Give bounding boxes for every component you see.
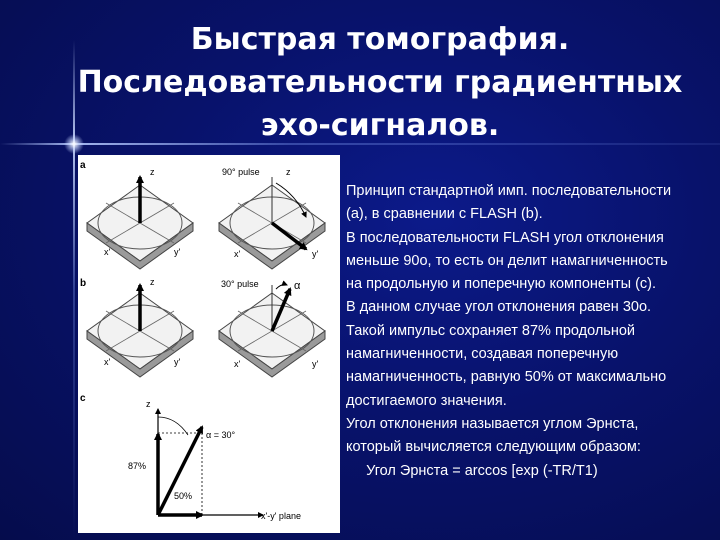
panel-b-y-left: y' <box>174 357 181 367</box>
mri-pulse-figure <box>78 155 340 533</box>
panel-c-letter: c <box>80 393 86 404</box>
panel-b-x-left: x' <box>104 357 111 367</box>
panel-a-x-left: x' <box>104 247 111 257</box>
slide-body <box>346 180 718 483</box>
panel-a-pulse-label: 90° pulse <box>222 167 260 177</box>
body-line: меньше 90о, то есть он делит намагниченность <box>346 252 668 269</box>
panel-a-x-right: x' <box>234 249 241 259</box>
title-line-2: Последовательности градиентных <box>77 65 683 100</box>
panel-b-alpha: α <box>294 280 301 292</box>
figure-svg <box>78 155 340 533</box>
body-line: Принцип стандартной имп. последовательности <box>346 183 672 199</box>
panel-c-angle-label: α = 30° <box>206 430 236 440</box>
slide-title <box>60 18 700 147</box>
body-line: Угол Эрнста = arccos [exp (-TR/T1) <box>346 462 598 479</box>
title-line-3: эхо-сигналов. <box>260 108 500 143</box>
panel-b-z-left: z <box>150 277 155 287</box>
panel-b-letter: b <box>80 278 87 289</box>
panel-c-transverse-label: 50% <box>174 491 193 501</box>
body-line: достигаемого значения. <box>346 392 507 409</box>
panel-c-longitudinal-label: 87% <box>128 461 147 471</box>
body-line: намагниченности, создавая поперечную <box>346 346 619 363</box>
body-line: который вычисляется следующим образом: <box>346 439 641 456</box>
body-line: намагниченность, равную 50% от максимально <box>346 369 667 386</box>
panel-a-y-right: y' <box>312 249 319 259</box>
body-line: Такой импульс сохраняет 87% продольной <box>346 322 636 339</box>
body-line: (a), в сравнении с FLASH (b). <box>346 206 543 223</box>
body-line: В данном случае угол отклонения равен 30о. <box>346 299 652 316</box>
panel-a-z-right: z <box>286 167 291 177</box>
title-line-1: Быстрая томография. <box>190 22 570 57</box>
panel-c-z-label: z <box>146 399 151 409</box>
panel-b-y-right: y' <box>312 359 319 369</box>
body-line: на продольную и поперечную компоненты (c). <box>346 276 657 293</box>
body-line: В последовательности FLASH угол отклонения <box>346 229 664 246</box>
panel-b-pulse-label: 30° pulse <box>221 279 259 289</box>
panel-a-letter: a <box>80 160 86 171</box>
body-line: Угол отклонения называется углом Эрнста, <box>346 415 639 432</box>
panel-c-plane-label: x'-y' plane <box>261 511 301 521</box>
panel-a-z-left: z <box>150 167 155 177</box>
panel-b-x-right: x' <box>234 359 241 369</box>
panel-a-y-left: y' <box>174 247 181 257</box>
